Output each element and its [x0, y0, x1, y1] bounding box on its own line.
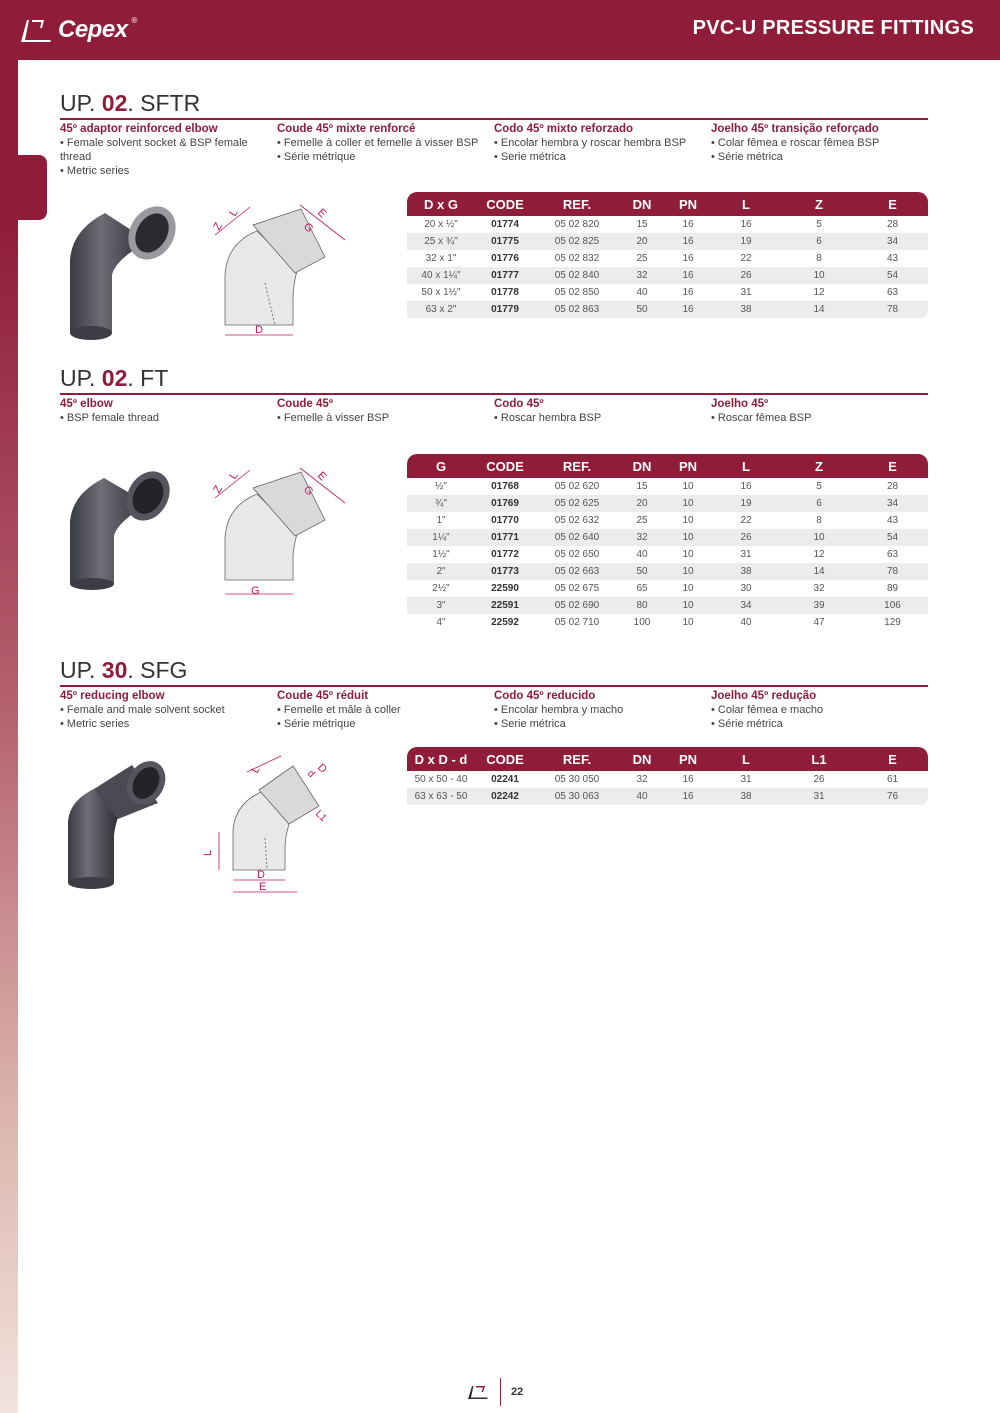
code-cell: 02241 — [491, 774, 519, 785]
dim-label: Z — [211, 483, 225, 496]
registered-mark: ® — [131, 15, 138, 25]
table-cell: 2½" — [432, 583, 450, 594]
table-cell: 26 — [711, 529, 781, 546]
title-prefix: UP. — [60, 365, 102, 391]
title-number: 30 — [101, 657, 128, 683]
table-cell: 34 — [711, 597, 781, 614]
code-cell: 01770 — [491, 515, 519, 526]
table-cell: 10 — [665, 495, 711, 512]
table-cell: 20 x ½" — [424, 219, 458, 230]
table-cell: 106 — [857, 597, 928, 614]
table-cell: 54 — [857, 529, 928, 546]
lang-pt — [711, 689, 928, 731]
dim-label: E — [314, 206, 329, 221]
table-cell: 10 — [682, 515, 694, 526]
lang-body: • Femelle à coller et femelle à visser BSP • Série métrique — [277, 137, 479, 163]
lang-body: • Female and male solvent socket • Metric series — [60, 704, 225, 730]
code-cell: 01775 — [475, 233, 535, 250]
table-cell: 50 — [619, 563, 665, 580]
table-cell: 32 — [636, 774, 648, 785]
section-up02-sftr — [60, 88, 928, 178]
sidebar-strip — [0, 60, 18, 160]
table-cell: 05 02 710 — [554, 617, 600, 628]
table-cell: 50 x 50 - 40 — [414, 774, 468, 785]
table-cell: 16 — [665, 233, 711, 250]
table-cell: 38 — [711, 301, 781, 318]
table-cell: 32 — [619, 529, 665, 546]
table-cell: 1½" — [432, 549, 450, 560]
col-header: DN — [619, 747, 665, 771]
dimension-drawing-sfg — [202, 752, 355, 897]
table-cell: 30 — [740, 583, 752, 594]
table-cell: 43 — [886, 515, 899, 526]
fitting-photo-ft — [62, 470, 170, 590]
table-cell: 40 — [636, 287, 648, 298]
dim-label: D — [255, 324, 263, 336]
code-cell: 22592 — [491, 617, 519, 628]
lang-fr — [277, 397, 494, 425]
fitting-photo-sfg — [60, 755, 170, 890]
dimension-drawing-sftr — [205, 195, 355, 340]
table-cell: 31 — [781, 788, 857, 805]
table-cell: 05 02 825 — [535, 233, 619, 250]
table-cell: 26 — [711, 267, 781, 284]
lang-heading: Joelho 45º — [711, 398, 769, 410]
table-cell: 20 — [619, 233, 665, 250]
table-cell: 65 — [636, 583, 648, 594]
table-cell: 38 — [711, 788, 781, 805]
table-row — [407, 512, 928, 529]
table-cell: 14 — [781, 563, 857, 580]
table-cell: 10 — [682, 481, 694, 492]
page-title: PVC-U PRESSURE FITTINGS — [692, 17, 974, 39]
col-header: L1 — [781, 747, 857, 771]
lang-es — [494, 689, 711, 731]
table-cell: 10 — [781, 267, 857, 284]
table-cell: 80 — [619, 597, 665, 614]
table-cell: 5 — [816, 481, 822, 492]
table-cell: ¾" — [407, 495, 475, 512]
dim-label: Z — [211, 220, 225, 233]
table-cell: 05 02 820 — [554, 219, 600, 230]
lang-heading: 45º elbow — [60, 398, 113, 410]
col-header: REF. — [535, 192, 619, 216]
cepex-mark-icon — [466, 1383, 490, 1401]
col-header: CODE — [475, 192, 535, 216]
table-row — [407, 284, 928, 301]
lang-heading: Coude 45º réduit — [277, 690, 369, 702]
table-cell: 25 x ¾" — [407, 233, 475, 250]
cepex-logo — [18, 16, 137, 44]
table-cell: 10 — [665, 529, 711, 546]
lang-en — [60, 397, 277, 425]
col-header: L — [711, 454, 781, 478]
lang-body: • Roscar fêmea BSP — [711, 412, 812, 424]
title-prefix: UP. — [60, 657, 102, 683]
table-cell: 05 02 675 — [554, 583, 600, 594]
table-cell: 15 — [636, 481, 648, 492]
table-cell: 34 — [857, 233, 928, 250]
table-cell: 05 02 663 — [535, 563, 619, 580]
table-cell: 31 — [740, 287, 752, 298]
dim-label: L — [249, 764, 263, 776]
table-cell: 19 — [711, 233, 781, 250]
lang-en — [60, 122, 277, 178]
table-cell: 129 — [884, 617, 901, 628]
table-cell: 25 — [636, 253, 648, 264]
title-suffix: . SFG — [127, 657, 188, 683]
table-cell: 2" — [407, 563, 475, 580]
lang-body: • Encolar hembra y macho • Serie métrica — [494, 704, 624, 730]
col-header: REF. — [535, 747, 619, 771]
col-header: DN — [619, 454, 665, 478]
brand-name: Cepex — [58, 16, 128, 43]
table-cell: 40 — [619, 788, 665, 805]
table-cell: 50 x 1½" — [421, 287, 461, 298]
table-cell: 16 — [682, 253, 694, 264]
lang-es — [494, 397, 711, 425]
table-cell: 8 — [816, 253, 822, 264]
section-up02-ft — [60, 363, 928, 425]
table-cell: 14 — [781, 301, 857, 318]
col-header: DN — [619, 192, 665, 216]
lang-heading: Codo 45º — [494, 398, 544, 410]
code-cell: 01777 — [475, 267, 535, 284]
col-header: E — [857, 454, 928, 478]
col-header: CODE — [475, 747, 535, 771]
table-cell: 05 02 620 — [554, 481, 600, 492]
table-cell: 16 — [682, 287, 694, 298]
table-cell: 10 — [682, 583, 694, 594]
table-row — [407, 233, 928, 250]
lang-body: • Encolar hembra y roscar hembra BSP • Serie métrica — [494, 137, 687, 163]
lang-heading: Coude 45º mixte renforcé — [277, 123, 416, 135]
table-header-row — [407, 192, 928, 216]
title-suffix: . SFTR — [127, 90, 201, 116]
page-number: 22 — [511, 1386, 524, 1398]
table-cell: 25 — [636, 515, 648, 526]
col-header: L — [711, 192, 781, 216]
code-cell: 22590 — [491, 583, 519, 594]
side-tab — [0, 155, 47, 220]
table-row — [407, 495, 928, 512]
section-up30-sfg — [60, 655, 928, 731]
lang-body: • Femelle et mâle à coller • Série métrique — [277, 704, 401, 730]
table-cell: 50 — [619, 301, 665, 318]
col-header: Z — [781, 192, 857, 216]
title-suffix: . FT — [127, 365, 169, 391]
col-header: G — [407, 454, 475, 478]
table-cell: 89 — [886, 583, 899, 594]
col-header: REF. — [535, 454, 619, 478]
lang-heading: Coude 45º — [277, 398, 333, 410]
table-row — [407, 529, 928, 546]
lang-es — [494, 122, 711, 178]
table-cell: 63 x 2" — [407, 301, 475, 318]
table-cell: 40 x 1¼" — [407, 267, 475, 284]
code-cell: 01773 — [475, 563, 535, 580]
table-row — [407, 788, 928, 805]
table-cell: 78 — [857, 563, 928, 580]
lang-pt — [711, 397, 928, 425]
dim-label: D — [314, 761, 329, 776]
table-cell: 05 02 632 — [554, 515, 600, 526]
title-number: 02 — [101, 90, 128, 116]
code-cell: 01772 — [491, 549, 519, 560]
table-cell: 6 — [781, 233, 857, 250]
col-header: CODE — [475, 454, 535, 478]
table-header-row — [407, 747, 928, 771]
lang-fr — [277, 122, 494, 178]
dim-label: E — [259, 881, 267, 893]
table-cell: 32 — [619, 267, 665, 284]
lang-body: • Female solvent socket & BSP female thread • Metric series — [60, 137, 248, 177]
table-cell: 16 — [665, 301, 711, 318]
cepex-logo-icon — [18, 16, 54, 44]
table-row — [407, 216, 928, 233]
table-cell: 05 02 690 — [535, 597, 619, 614]
table-cell: 05 02 840 — [535, 267, 619, 284]
lang-body: • Colar fêmea e roscar fêmea BSP • Série métrica — [711, 137, 880, 163]
fitting-photo-sftr — [60, 205, 170, 340]
table-row — [407, 250, 928, 267]
table-cell: 38 — [711, 563, 781, 580]
table-cell: 22 — [740, 515, 752, 526]
table-row — [407, 267, 928, 284]
col-header: D x D - d — [407, 747, 475, 771]
table-cell: 12 — [813, 287, 825, 298]
dim-label: d — [304, 768, 317, 781]
dim-label: G — [300, 220, 316, 236]
table-cell: 10 — [665, 563, 711, 580]
code-cell: 01778 — [491, 287, 519, 298]
table-cell: 40 — [740, 617, 752, 628]
table-cell: 16 — [740, 481, 752, 492]
lang-body: • Colar fêmea e macho • Série métrica — [711, 704, 824, 730]
table-cell: ½" — [435, 481, 447, 492]
code-cell: 01769 — [475, 495, 535, 512]
table-cell: 32 x 1" — [425, 253, 457, 264]
table-cell: 3" — [407, 597, 475, 614]
table-cell: 12 — [813, 549, 825, 560]
col-header: PN — [665, 454, 711, 478]
lang-heading: Joelho 45º redução — [711, 690, 817, 702]
lang-heading: 45º adaptor reinforced elbow — [60, 123, 218, 135]
table-row — [407, 563, 928, 580]
table-cell: 28 — [886, 481, 899, 492]
table-cell: 10 — [682, 549, 694, 560]
table-cell: 61 — [886, 774, 899, 785]
code-cell: 01776 — [491, 253, 519, 264]
table-cell: 15 — [636, 219, 648, 230]
table-cell: 63 x 63 - 50 — [407, 788, 475, 805]
col-header: Z — [781, 454, 857, 478]
table-cell: 4" — [436, 617, 446, 628]
footer-divider — [500, 1378, 501, 1406]
table-row — [407, 614, 928, 631]
table-cell: 16 — [740, 219, 752, 230]
table-row — [407, 771, 928, 788]
code-cell: 01774 — [491, 219, 519, 230]
table-cell: 05 02 650 — [554, 549, 600, 560]
spec-table-ft — [407, 454, 928, 631]
table-cell: 05 02 625 — [535, 495, 619, 512]
title-number: 02 — [101, 365, 128, 391]
title-prefix: UP. — [60, 90, 102, 116]
code-cell: 01771 — [475, 529, 535, 546]
col-header: PN — [665, 192, 711, 216]
lang-heading: Joelho 45º transição reforçado — [711, 123, 879, 135]
table-cell: 31 — [740, 549, 752, 560]
table-cell: 10 — [682, 617, 694, 628]
section-title — [60, 363, 928, 395]
table-cell: 16 — [682, 219, 694, 230]
col-header: L — [711, 747, 781, 771]
table-cell: 39 — [781, 597, 857, 614]
table-cell: 1" — [436, 515, 446, 526]
table-cell: 16 — [665, 267, 711, 284]
table-cell: 26 — [813, 774, 825, 785]
table-cell: 05 30 063 — [535, 788, 619, 805]
lang-heading: 45º reducing elbow — [60, 690, 165, 702]
table-cell: 43 — [886, 253, 899, 264]
table-row — [407, 301, 928, 318]
code-cell: 01768 — [491, 481, 519, 492]
table-cell: 05 02 863 — [535, 301, 619, 318]
table-cell: 1¼" — [407, 529, 475, 546]
dim-label: D — [257, 869, 265, 881]
spec-table-sftr — [407, 192, 928, 318]
lang-body: • BSP female thread — [60, 412, 160, 424]
table-cell: 20 — [619, 495, 665, 512]
sidebar-gradient — [0, 220, 18, 1413]
dim-label: G — [300, 483, 316, 499]
table-row — [407, 597, 928, 614]
table-cell: 5 — [816, 219, 822, 230]
table-cell: 05 02 640 — [535, 529, 619, 546]
table-cell: 32 — [813, 583, 825, 594]
table-cell: 54 — [857, 267, 928, 284]
col-header: PN — [665, 747, 711, 771]
code-cell: 02242 — [475, 788, 535, 805]
table-cell: 6 — [781, 495, 857, 512]
table-row — [407, 580, 928, 597]
table-cell: 76 — [857, 788, 928, 805]
lang-body: • Roscar hembra BSP — [494, 412, 602, 424]
table-cell: 78 — [857, 301, 928, 318]
table-cell: 31 — [740, 774, 752, 785]
table-row — [407, 546, 928, 563]
table-cell: 10 — [665, 597, 711, 614]
lang-heading: Codo 45º mixto reforzado — [494, 123, 634, 135]
lang-fr — [277, 689, 494, 731]
table-cell: 05 30 050 — [554, 774, 600, 785]
table-header-row — [407, 454, 928, 478]
spec-table-sfg — [407, 747, 928, 805]
table-cell: 100 — [633, 617, 651, 628]
table-cell: 05 02 832 — [554, 253, 600, 264]
dimension-drawing-ft — [205, 458, 355, 603]
table-cell: 10 — [781, 529, 857, 546]
lang-body: • Femelle à visser BSP — [277, 412, 390, 424]
dim-label: L1 — [312, 808, 329, 824]
table-cell: 05 02 850 — [554, 287, 600, 298]
dim-label: G — [251, 585, 260, 597]
section-title — [60, 655, 928, 687]
dim-label: E — [314, 469, 329, 484]
code-cell: 01779 — [475, 301, 535, 318]
table-cell: 8 — [816, 515, 822, 526]
dim-label: L — [202, 849, 214, 856]
col-header: D x G — [407, 192, 475, 216]
page-footer — [466, 1378, 523, 1406]
dim-label: L — [227, 470, 241, 482]
table-cell: 16 — [682, 774, 694, 785]
dim-label: L — [227, 207, 241, 219]
table-cell: 28 — [886, 219, 899, 230]
table-cell: 40 — [636, 549, 648, 560]
col-header: E — [857, 747, 928, 771]
lang-pt — [711, 122, 928, 178]
code-cell: 22591 — [475, 597, 535, 614]
table-cell: 22 — [740, 253, 752, 264]
table-cell: 19 — [711, 495, 781, 512]
table-cell: 47 — [813, 617, 825, 628]
lang-en — [60, 689, 277, 731]
col-header: E — [857, 192, 928, 216]
table-cell: 34 — [857, 495, 928, 512]
table-cell: 16 — [665, 788, 711, 805]
table-cell: 63 — [886, 287, 899, 298]
section-title — [60, 88, 928, 120]
table-cell: 63 — [886, 549, 899, 560]
table-row — [407, 478, 928, 495]
lang-heading: Codo 45º reducido — [494, 690, 596, 702]
